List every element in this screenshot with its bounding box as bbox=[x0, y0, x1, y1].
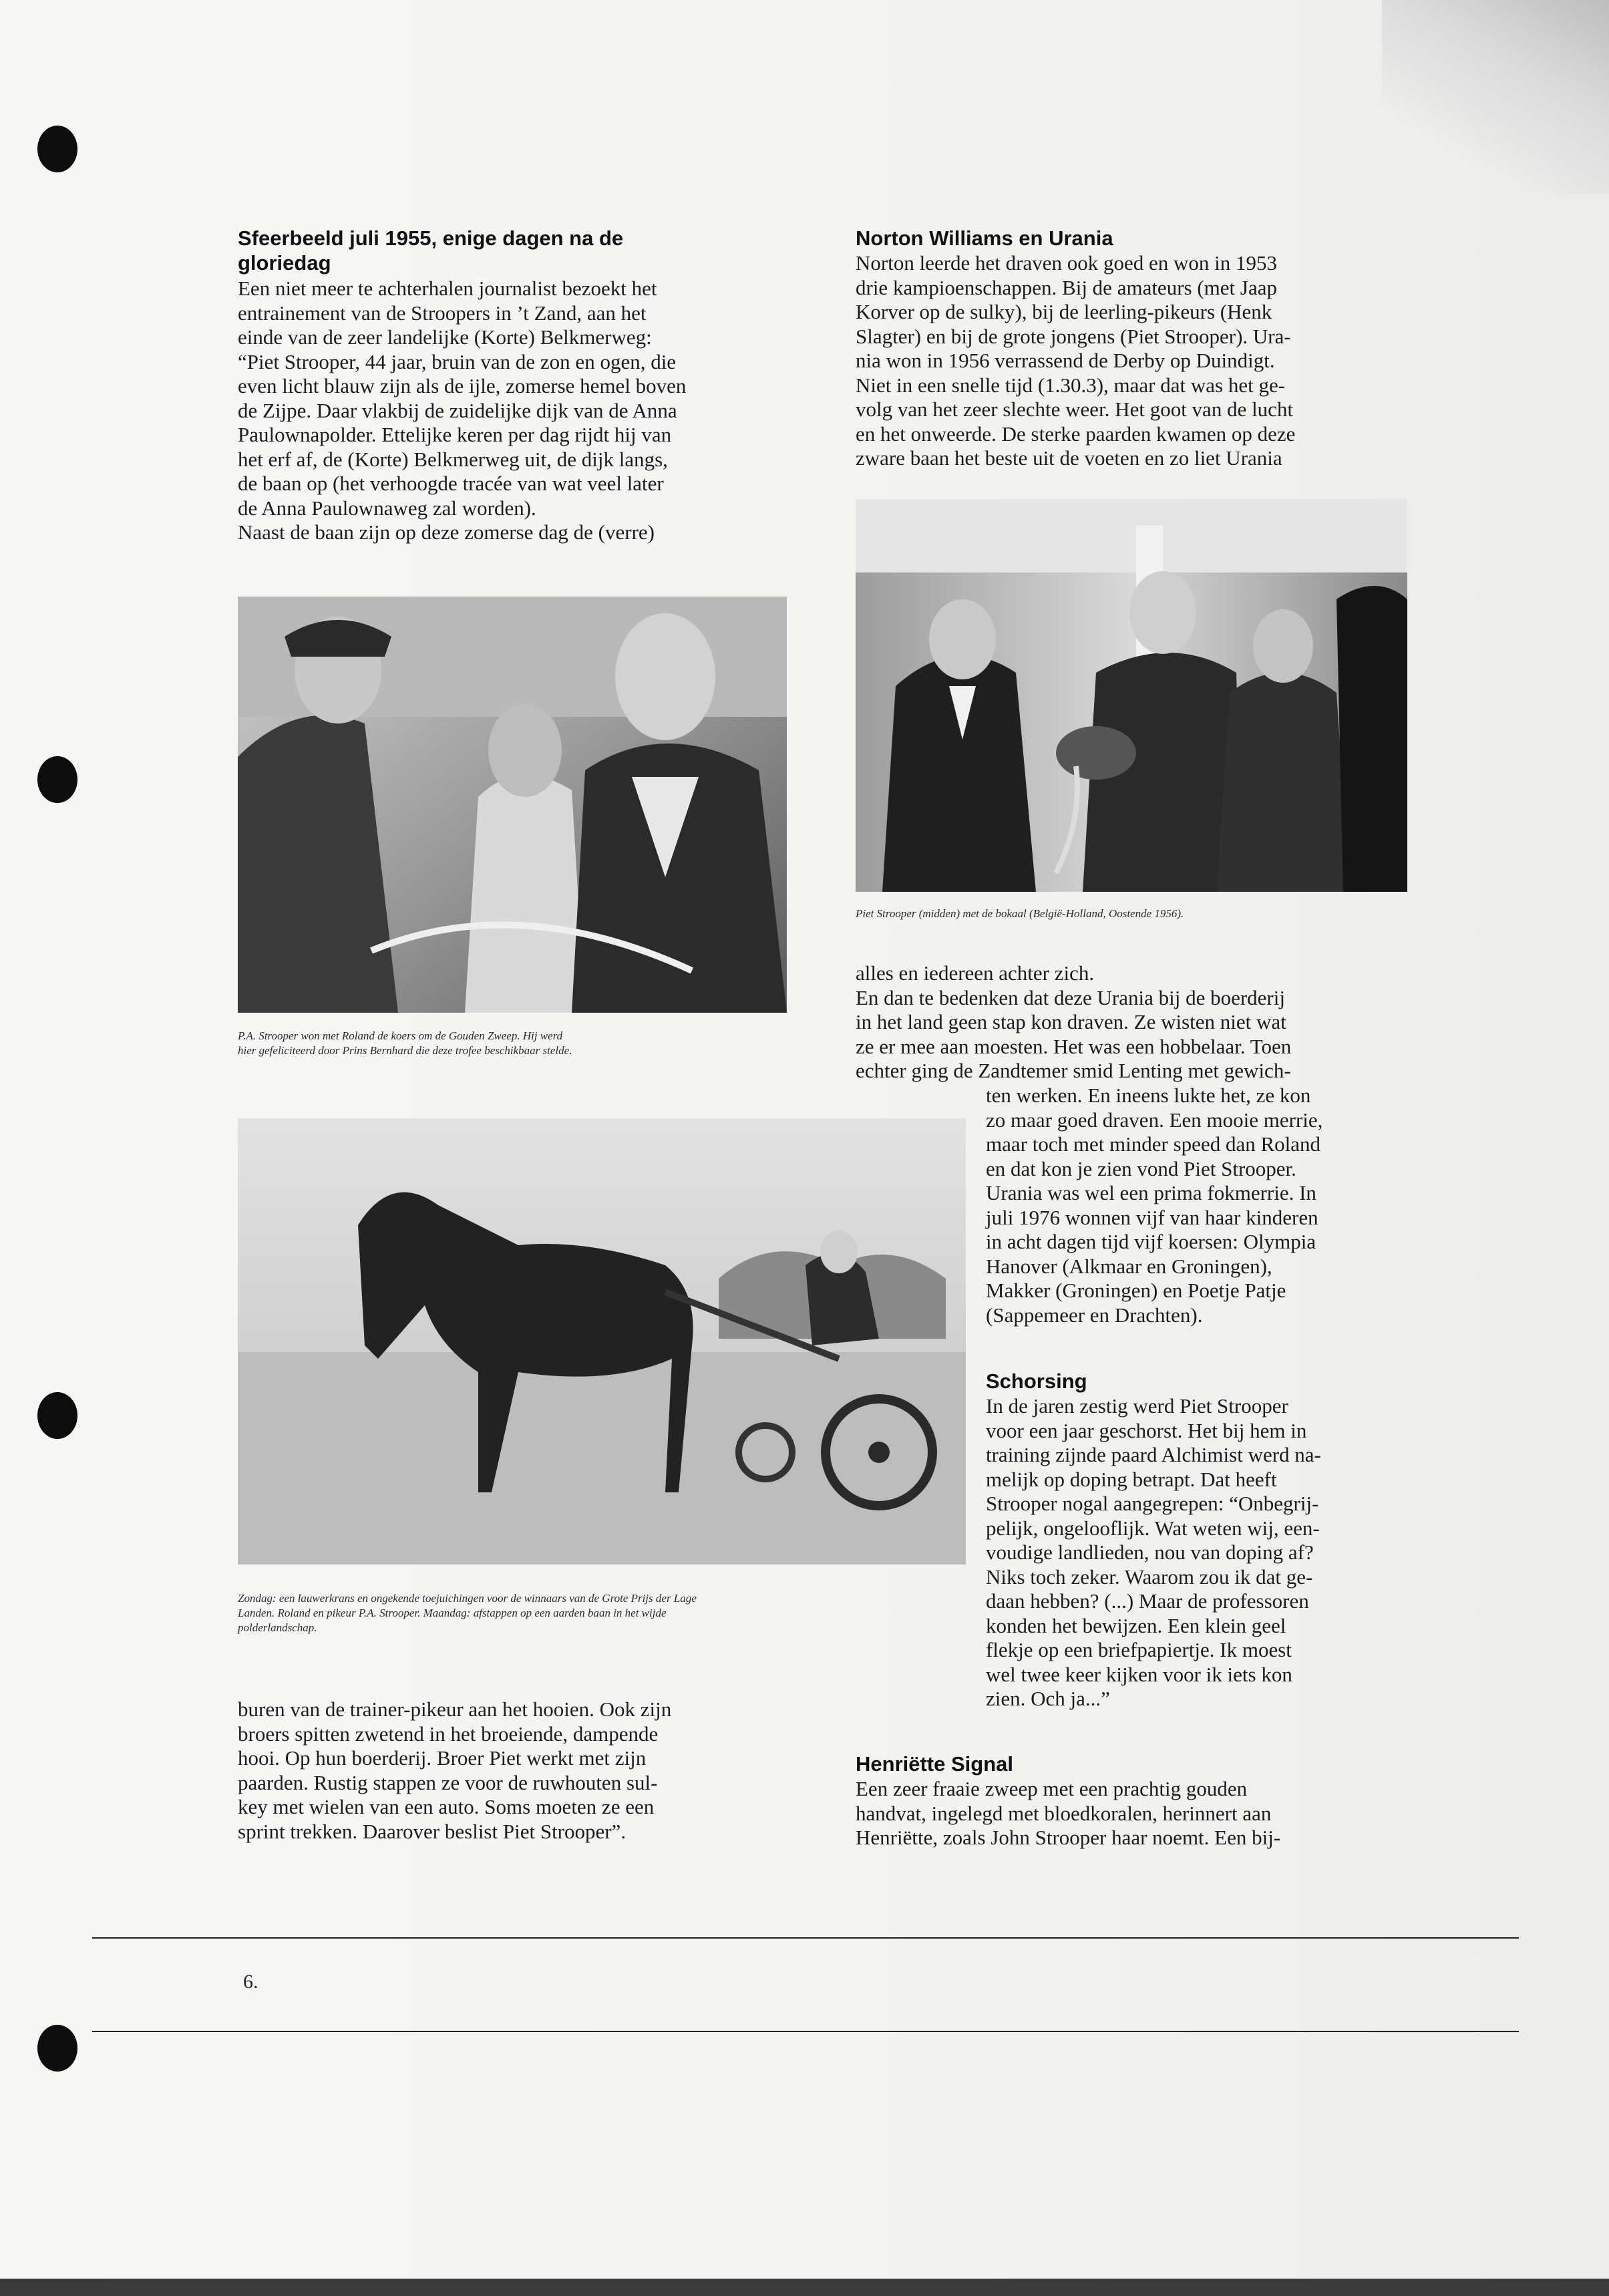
right-article-continuation-wide: alles en iedereen achter zich. En dan te bedenken dat deze Urania bij de boerderij in het land geen stap kon draven. Ze wisten niet wat ze er mee aan moesten. Het was een hobbelaar. Toen echter ging de Zandtemer smid Lenting met gewich- bbox=[856, 961, 1292, 1082]
scan-bottom-edge bbox=[0, 2279, 1609, 2296]
henriette-signal-text: Een zeer fraaie zweep met een prachtig gouden handvat, ingelegd met bloedkoralen, herinnert aan Henriëtte, zoals John Strooper haar noemt. Een bij- bbox=[856, 1777, 1281, 1849]
schorsing-heading: Schorsing bbox=[986, 1369, 1087, 1393]
left-article-heading: Sfeerbeeld juli 1955, enige dagen na de gloriedag bbox=[238, 226, 624, 275]
scan-corner-shadow bbox=[1382, 0, 1609, 194]
left-article-continuation: buren van de trainer-pikeur aan het hooien. Ook zijn broers spitten zwetend in het broeiende, dampende hooi. Op hun boerderij. Broer Piet werkt met zijn paarden. Rustig stappen ze voor de ruwhouten sul- key met wielen van een auto. Soms moeten ze een sprint trekken. Daarover beslist Piet Strooper”. bbox=[238, 1697, 672, 1843]
photo-horse-and-sulky bbox=[238, 1118, 966, 1565]
punch-hole-3 bbox=[37, 1392, 77, 1439]
punch-hole-4 bbox=[37, 2025, 77, 2072]
schorsing-text: In de jaren zestig werd Piet Strooper voor een jaar geschorst. Het bij hem in training zijnde paard Alchimist werd na- melijk op doping betrapt. Dat heeft Strooper nogal aangegrepen: “Onbegrij- pelijk, ongelooflijk. Wat weten wij, een- voudige landlieden, nou van doping af? Niks toch zeker. Waarom zou ik dat ge- daan hebben? (...) Maar de professoren konden het bewijzen. Een klein geel flekje op een briefpapiertje. Ik moest wel twee keer kijken voor ik iets kon zien. Och ja...” bbox=[986, 1394, 1321, 1710]
photo2-caption: Zondag: een lauwerkrans en ongekende toejuichingen voor de winnaars van de Grote Prijs der Lage Landen. Roland en pikeur P.A. Strooper. Maandag: afstappen op een aarden baan in het wijde polderlandschap. bbox=[238, 1592, 697, 1634]
henriette-signal-heading: Henriëtte Signal bbox=[856, 1752, 1013, 1776]
punch-hole-1 bbox=[37, 126, 77, 172]
left-article-intro: Een niet meer te achterhalen journalist bezoekt het entrainement van de Stroopers in ’t Zand, aan het einde van de zeer landelijke (Korte) Belkmerweg: “Piet Strooper, 44 jaar, bruin van de zon en ogen, die even licht blauw zijn als de ijle, zomerse hemel boven de Zijpe. Daar vlakbij de zuidelijke dijk van de Anna Paulownapolder. Ettelijke keren per dag rijdt hij van het erf af, de (Korte) Belkmerweg uit, de dijk langs, de baan op (het verhoogde tracée van wat veel later de Anna Paulownaweg zal worden). Naast de baan zijn op deze zomerse dag de (verre) bbox=[238, 277, 687, 544]
photo-trophy-presentation bbox=[856, 499, 1407, 892]
punch-hole-2 bbox=[37, 756, 77, 803]
footer-rule-bottom bbox=[92, 2031, 1519, 2032]
page-number: 6. bbox=[243, 1971, 258, 1993]
right-article-heading: Norton Williams en Urania bbox=[856, 226, 1113, 250]
right-article-continuation-narrow: ten werken. En ineens lukte het, ze kon zo maar goed draven. Een mooie merrie, maar toch met minder speed dan Roland en dat kon je zien vond Piet Strooper. Urania was wel een prima fokmerrie. In juli 1976 wonnen vijf van haar kinderen in acht dagen tijd vijf koersen: Olympia Hanover (Alkmaar en Groningen), Makker (Groningen) en Poetje Patje (Sappemeer en Drachten). bbox=[986, 1084, 1323, 1327]
photo3-caption: Piet Strooper (midden) met de bokaal (België-Holland, Oostende 1956). bbox=[856, 907, 1184, 920]
photo1-caption: P.A. Strooper won met Roland de koers om de Gouden Zweep. Hij werd hier gefeliciteerd door Prins Bernhard die deze trofee beschikbaar stelde. bbox=[238, 1029, 572, 1057]
footer-rule-top bbox=[92, 1937, 1519, 1939]
right-article-intro: Norton leerde het draven ook goed en won in 1953 drie kampioenschappen. Bij de amateurs (met Jaap Korver op de sulky), bij de leerling-pikeurs (Henk Slagter) en bij de grote jongens (Piet Strooper). Ura- nia won in 1956 verrassend de Derby op Duindigt. Niet in een snelle tijd (1.30.3), maar dat was het ge- volg van het zeer slechte weer. Het goot van de lucht en het onweerde. De sterke paarden kwamen op deze zware baan het beste uit de voeten en zo liet Urania bbox=[856, 251, 1296, 470]
photo-prince-bernhard-congratulations bbox=[238, 597, 787, 1013]
